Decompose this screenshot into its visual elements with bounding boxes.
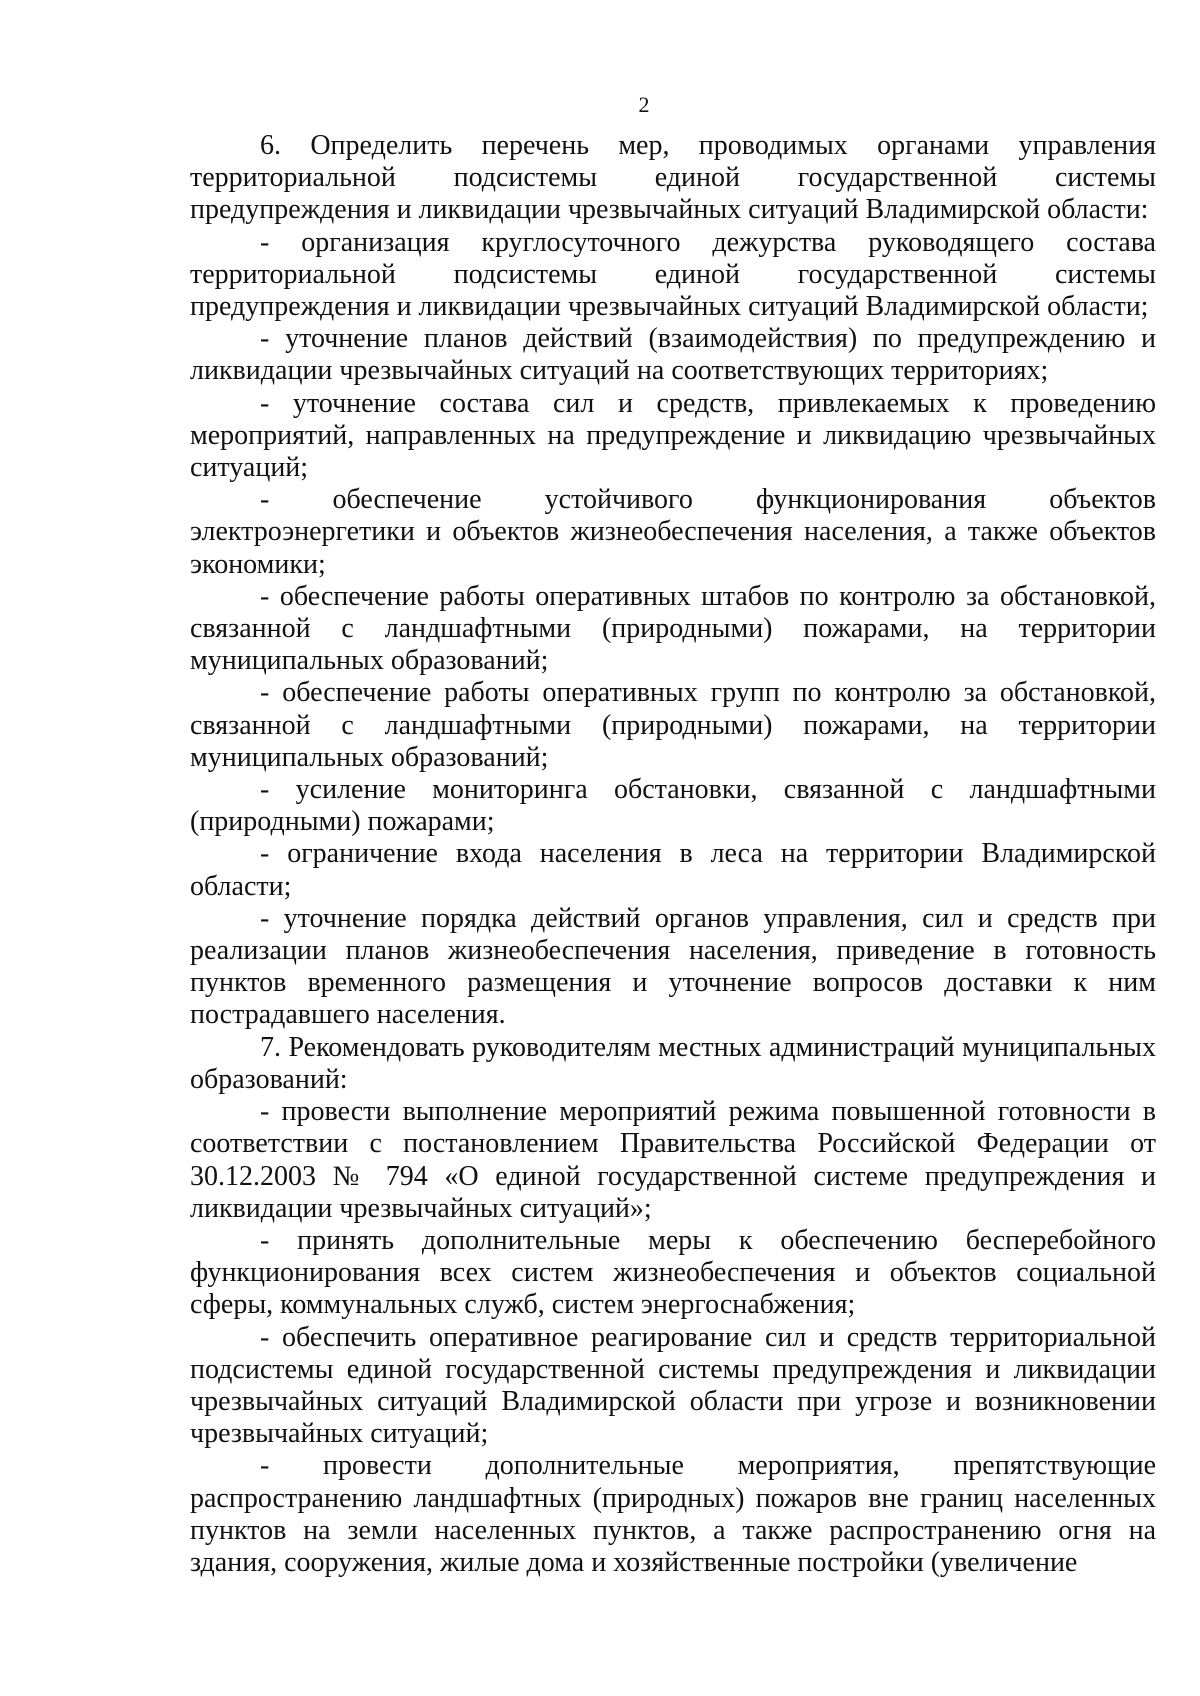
section-7-item: - провести выполнение мероприятий режима повышенной готовности в соответствии с постановлением Правительства Российской Федерации от 30.12.2003 № 794 «О единой государственной системе предупреждения и ликвидации чрезвычайных ситуаций»; xyxy=(190,1096,1156,1224)
section-6-item: - обеспечение работы оперативных групп по контролю за обстановкой, связанной с ландшафтными (природными) пожарами, на территории муниципальных образований; xyxy=(190,677,1156,773)
section-7-item: - обеспечить оперативное реагирование сил и средств территориальной подсистемы единой государственной системы предупреждения и ликвидации чрезвычайных ситуаций Владимирской области при угрозе и возникновении чрезвычайных ситуаций; xyxy=(190,1321,1156,1450)
section-6-item: - обеспечение устойчивого функционирования объектов электроэнергетики и объектов жизнеобеспечения населения, а также объектов экономики; xyxy=(190,484,1156,580)
section-6-item: - уточнение состава сил и средств, привлекаемых к проведению мероприятий, направленных на предупреждение и ликвидацию чрезвычайных ситуаций; xyxy=(190,387,1156,484)
section-6-item: - организация круглосуточного дежурства руководящего состава территориальной подсистемы единой государственной системы предупреждения и ликвидации чрезвычайных ситуаций Владимирской области; xyxy=(190,226,1156,323)
section-6-item: - ограничение входа населения в леса на территории Владимирской области; xyxy=(190,838,1156,902)
section-7-item: - провести дополнительные мероприятия, препятствующие распространению ландшафтных (природных) пожаров вне границ населенных пунктов на земли населенных пунктов, а также распространению огня на здания, сооружения, жилые дома и хозяйственные постройки (увеличение xyxy=(190,1450,1156,1578)
section-6-item: - обеспечение работы оперативных штабов по контролю за обстановкой, связанной с ландшафтными (природными) пожарами, на территории муниципальных образований; xyxy=(190,580,1156,677)
document-body xyxy=(190,130,1156,1579)
section-6-item: - усиление мониторинга обстановки, связанной с ландшафтными (природными) пожарами; xyxy=(190,774,1156,838)
section-6-item: - уточнение планов действий (взаимодействия) по предупреждению и ликвидации чрезвычайных ситуаций на соответствующих территориях; xyxy=(190,323,1156,387)
section-6-heading: 6. Определить перечень мер, проводимых органами управления территориальной подсистемы единой государственной системы предупреждения и ликвидации чрезвычайных ситуаций Владимирской области: xyxy=(190,130,1156,226)
page-number: 2 xyxy=(638,92,650,117)
section-6-item: - уточнение порядка действий органов управления, сил и средств при реализации планов жизнеобеспечения населения, приведение в готовность пунктов временного размещения и уточнение вопросов доставки к ним пострадавшего населения. xyxy=(190,902,1156,1031)
section-7-item: - принять дополнительные меры к обеспечению бесперебойного функционирования всех систем жизнеобеспечения и объектов социальной сферы, коммунальных служб, систем энергоснабжения; xyxy=(190,1224,1156,1321)
section-7-heading: 7. Рекомендовать руководителям местных администраций муниципальных образований: xyxy=(190,1031,1156,1095)
